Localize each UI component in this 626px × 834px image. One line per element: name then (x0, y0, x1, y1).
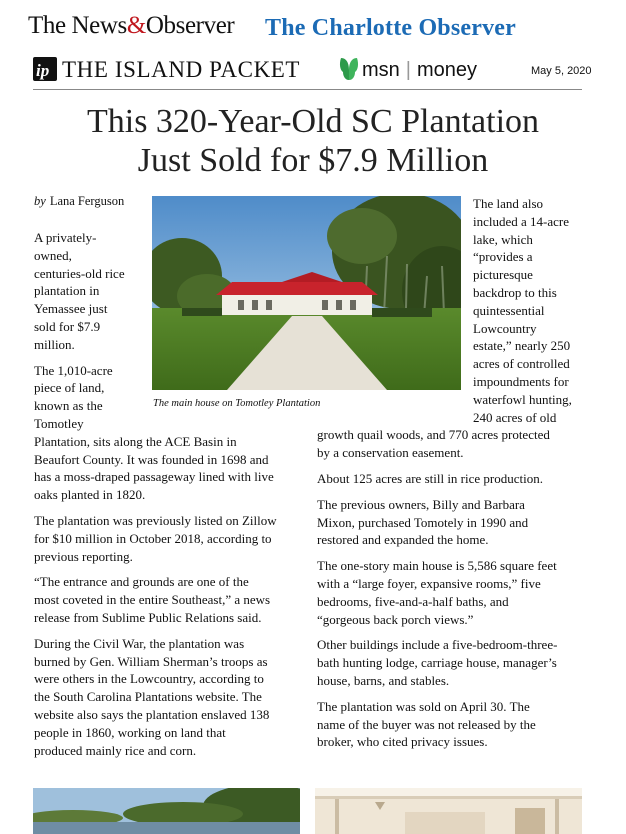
article-column-2 (317, 195, 582, 751)
publication-date: May 5, 2020 (531, 65, 592, 77)
svg-text:ip: ip (36, 61, 50, 80)
interior-photo (315, 788, 582, 834)
article-column-1 (34, 229, 298, 759)
paragraph: “The entrance and grounds are one of the most coveted in the entire Southeast,” a news release from Sublime Public Relations said. (34, 574, 271, 625)
money-text: money (417, 59, 478, 81)
byline (34, 194, 124, 209)
masthead-divider (33, 89, 582, 90)
logo-text-news: The News (28, 12, 127, 39)
msn-money-logo (362, 59, 477, 82)
news-observer-logo (28, 12, 234, 40)
byline-prefix: by (34, 194, 46, 208)
paragraph: About 125 acres are still in rice production. (317, 470, 543, 486)
article-headline (30, 102, 596, 180)
logo-ampersand: & (126, 12, 146, 39)
island-packet-icon (33, 57, 57, 81)
paragraph: A privately- owned, centuries-old rice plantation in Yemassee just sold for $7.9 million. (34, 230, 125, 352)
paragraph: Other buildings include a five-bedroom-three- bath hunting lodge, carriage house, manager’s house, barns, and stables. (317, 637, 558, 688)
paragraph: The previous owners, Billy and Barbara Mixon, purchased Tomotely in 1990 and restored and expanded the home. (317, 496, 529, 548)
paragraph: The 1,010-acre piece of land, known as the Tomotley Plantation, sits along the ACE Basin in Beaufort County. It was founded in 1698 and has a moss-draped passageway lined with live oaks planted in 1820. (34, 362, 274, 503)
photo-caption: The main house on Tomotley Plantation (153, 398, 321, 409)
paragraph: The one-story main house is 5,586 square feet with a “large foyer, expansive rooms,” five bedrooms, five-and-a-half baths, and “gorgeous back porch views.” (317, 558, 557, 627)
headline-line-2: Just Sold for $7.9 Million (137, 142, 489, 179)
lake-photo (33, 788, 300, 834)
charlotte-observer-logo: The Charlotte Observer (265, 15, 517, 41)
paragraph: The land also included a 14-acre lake, which “provides a picturesque backdrop to this quintessential Lowcountry estate,” nearly 250 acres of controlled impoundments for waterfowl hunting, 240 acres of old growth quail woods, and 770 acres protected by a conservation easement. (317, 196, 572, 461)
byline-author[interactable]: Lana Ferguson (49, 194, 125, 208)
lake-illustration (33, 788, 300, 834)
logo-text-observer: Observer (145, 12, 235, 39)
paragraph: During the Civil War, the plantation was burned by Gen. William Sherman’s troops as were others in the Lowcountry, according to the South Carolina Plantations website. The website also says the plantation enslaved 138 people in 1860, working on land that produced mainly rice and corn. (34, 635, 270, 758)
msn-text: msn (362, 59, 400, 81)
interior-illustration (315, 788, 582, 834)
paragraph: The plantation was previously listed on Zillow for $10 million in October 2018, according to previous reporting. (34, 512, 277, 564)
logo-separator: | (405, 59, 411, 81)
headline-line-1: This 320-Year-Old SC Plantation (86, 103, 540, 140)
paragraph: The plantation was sold on April 30. The name of the buyer was not released by the broker, who cited privacy issues. (317, 698, 536, 750)
island-packet-logo: THE ISLAND PACKET (62, 57, 301, 82)
msn-butterfly-icon (338, 56, 360, 87)
